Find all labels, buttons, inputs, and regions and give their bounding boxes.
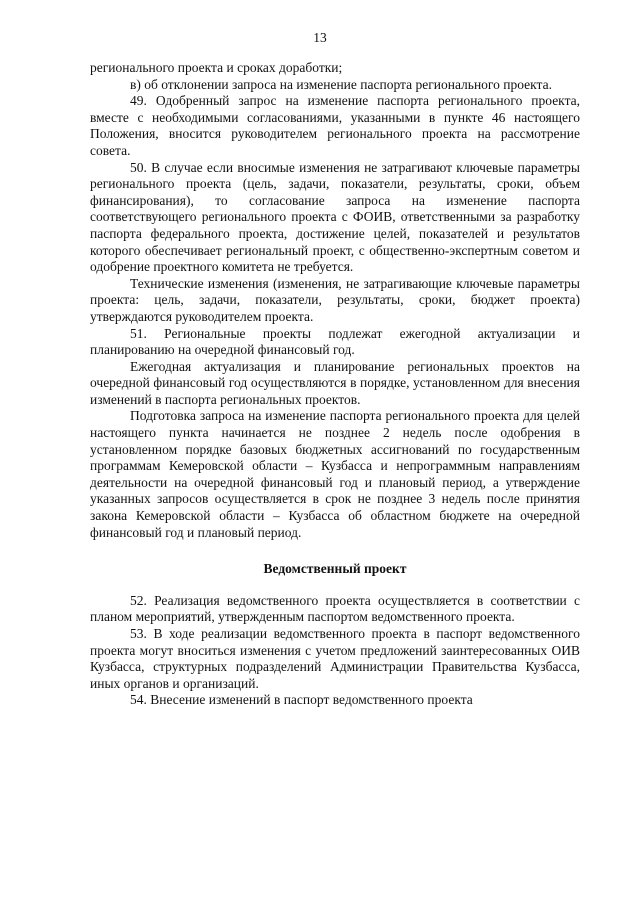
page-number: 13 [313,30,327,45]
paragraph-annual-update: Ежегодная актуализация и планирование региональных проектов на очередной финансовый год осуществляются в порядке, установленном для внесения изменений в паспорта региональных проектов. [90,358,580,407]
spacer [90,541,580,549]
paragraph-request-preparation: Подготовка запроса на изменение паспорта регионального проекта для целей настоящего пункта начинается не позднее 2 недель после одобрения в установленном порядке базовых бюджетных ассигнований по государственным программам Кемеровской области – Кузбасса и непрограммным направлениям деятельности на очередной финансовый год и плановый период, а утверждение указанных запросов осуществляется в срок не позднее 3 недель после принятия закона Кемеровской области – Кузбасса об областном бюджете на очередной финансовый год и плановый период. [90,408,580,540]
paragraph-continuation: регионального проекта и сроках доработки; [90,60,343,75]
document-body [90,60,580,709]
paragraph-50: 50. В случае если вносимые изменения не затрагивают ключевые параметры регионального проекта (цель, задачи, показатели, результаты, сроки, объем финансирования), то согласование запроса на изменение паспорта соответствующего регионального проекта с ФОИВ, ответственными за разработку паспорта федерального проекта, достижение целей, показателей и результатов которого обеспечивает региональный проект, с общественно-экспертным советом и одобрение проектного комитета не требуется. [90,159,580,275]
paragraph-item-v: в) об отклонении запроса на изменение паспорта регионального проекта. [130,76,552,92]
paragraph-technical-changes: Технические изменения (изменения, не затрагивающие ключевые параметры проекта: цель, задачи, показатели, результаты, сроки, бюджет проекта) утверждаются руководителем проекта. [90,275,580,324]
paragraph-49: 49. Одобренный запрос на изменение паспорта регионального проекта, вместе с необходимыми согласованиями, указанными в пункте 46 настоящего Положения, вносится руководителем регионального проекта на рассмотрение совета. [90,93,580,158]
paragraph-53: 53. В ходе реализации ведомственного проекта в паспорт ведомственного проекта могут вноситься изменения с учетом предложений заинтересованных ОИВ Кузбасса, структурных подразделений Администрации Правительства Кузбасса, иных органов и организаций. [90,626,580,691]
section-heading: Ведомственный проект [263,561,407,577]
paragraph-52: 52. Реализация ведомственного проекта осуществляется в соответствии с планом мероприятий, утвержденным паспортом ведомственного проекта. [90,592,580,625]
paragraph-51: 51. Региональные проекты подлежат ежегодной актуализации и планированию на очередной финансовый год. [90,325,580,358]
paragraph-54: 54. Внесение изменений в паспорт ведомственного проекта [130,692,473,708]
